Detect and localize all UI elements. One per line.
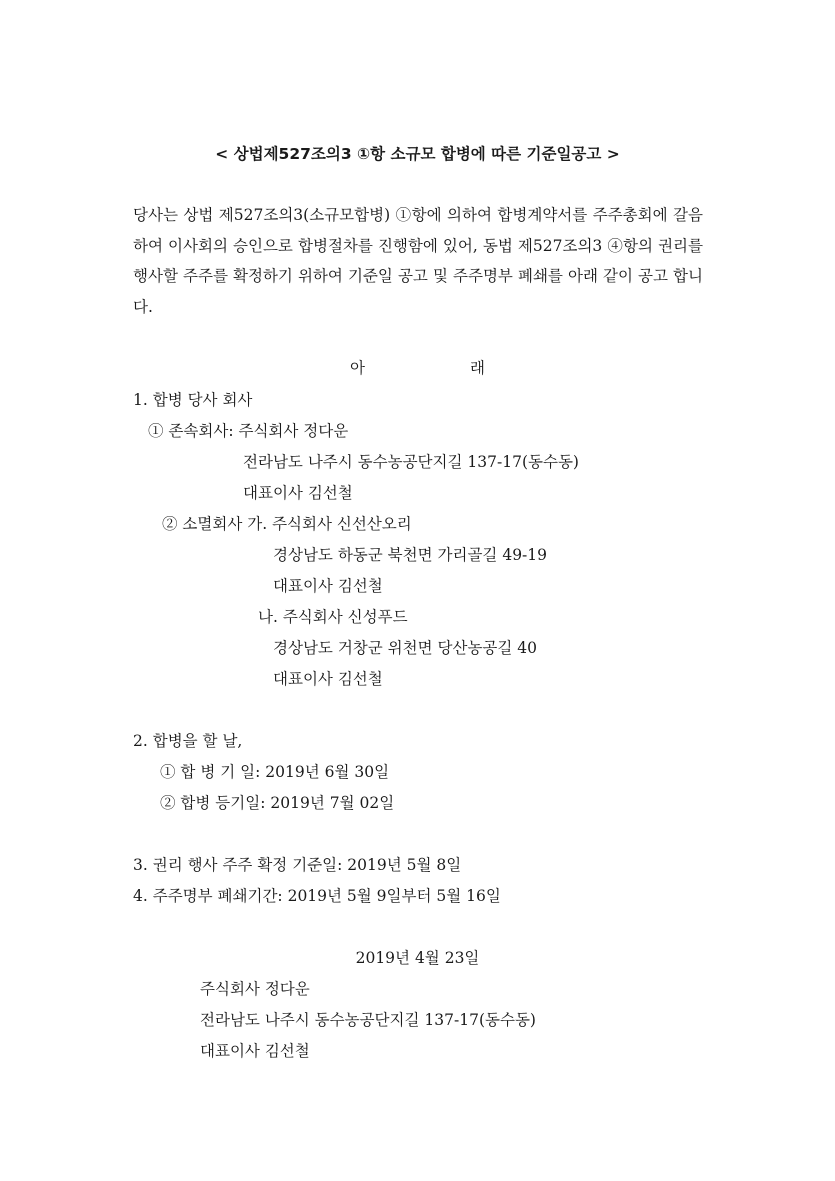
dissolved-company-label: ② 소멸회사 가. 주식회사 신선산오리: [162, 515, 412, 533]
merger-date: ① 합 병 기 일: 2019년 6월 30일: [160, 763, 390, 781]
section2-title: 2. 합병을 할 날,: [133, 732, 243, 750]
dissolved-b-ceo: 대표이사 김선철: [273, 670, 383, 688]
surviving-company-ceo: 대표이사 김선철: [243, 484, 353, 502]
intro-paragraph: 당사는 상법 제527조의3(소규모합병) ①항에 의하여 합병계약서를 주주총회에 갈음하여 이사회의 승인으로 합병절차를 진행함에 있어, 동법 제527조의3 ④항의 권리를 행사할 주주를 확정하기 위하여 기준일 공고 및 주주명부 폐쇄를 아래 같이 공고 합니다.: [133, 206, 703, 316]
section1-title: 1. 합병 당사 회사: [133, 391, 253, 409]
signature-company: 주식회사 정다운: [200, 980, 310, 998]
dissolved-a-address: 경상남도 하동군 북천면 가리골길 49-19: [273, 546, 548, 564]
notice-date: 2019년 4월 23일: [355, 949, 480, 967]
section3-record-date: 3. 권리 행사 주주 확정 기준일: 2019년 5월 8일: [133, 856, 462, 874]
registration-date: ② 합병 등기일: 2019년 7월 02일: [160, 794, 395, 812]
surviving-company-label: ① 존속회사: 주식회사 정다운: [148, 422, 349, 440]
dissolved-a-ceo: 대표이사 김선철: [273, 577, 383, 595]
signature-ceo: 대표이사 김선철: [200, 1042, 310, 1060]
heading-a: 아: [350, 359, 365, 377]
surviving-company-address: 전라남도 나주시 동수농공단지길 137-17(동수동): [243, 453, 579, 471]
signature-address: 전라남도 나주시 동수농공단지길 137-17(동수동): [200, 1011, 536, 1029]
notice-title: < 상법제527조의3 ①항 소규모 합병에 따른 기준일공고 >: [215, 145, 620, 163]
heading-b: 래: [470, 359, 485, 377]
dissolved-b-address: 경상남도 거창군 위천면 당산농공길 40: [273, 639, 538, 657]
dissolved-b-name: 나. 주식회사 신성푸드: [258, 608, 408, 626]
section4-closure-period: 4. 주주명부 폐쇄기간: 2019년 5월 9일부터 5월 16일: [133, 887, 501, 905]
